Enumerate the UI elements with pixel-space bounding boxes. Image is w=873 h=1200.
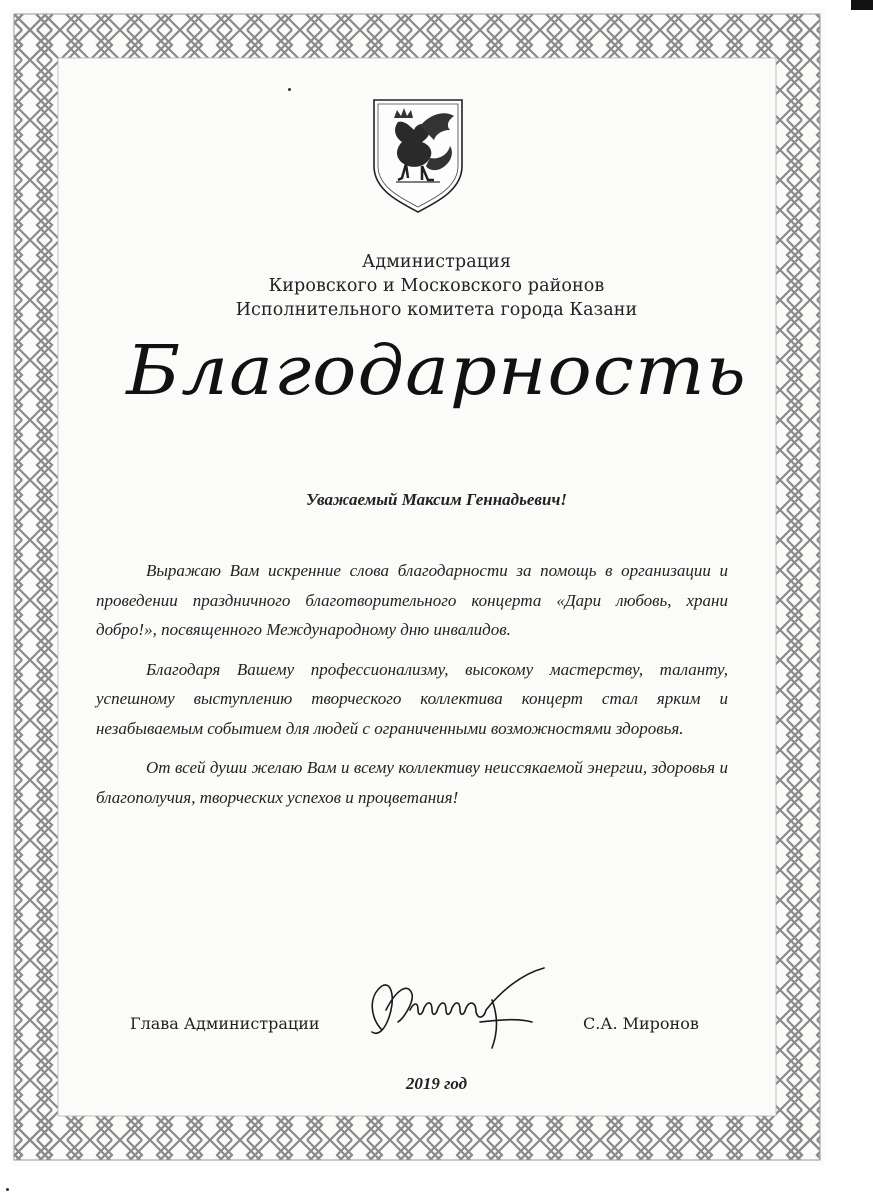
speck [288, 88, 291, 91]
letter-body [96, 556, 728, 822]
year: 2019 год [405, 1074, 468, 1093]
issuer-header [0, 250, 873, 322]
signer-name: С.А. Миронов [583, 1014, 699, 1033]
header-line-2: Кировского и Московского районов [268, 276, 605, 296]
paragraph-2: Благодаря Вашему профессионализму, высокому мастерству, таланту, успешному выступлению творческого коллектива концерт стал ярким и незабываемым событием для людей с ограниченными возможностями здоровья. [96, 659, 728, 738]
paragraph-1: Выражаю Вам искренние слова благодарности за помощь в организации и проведении праздничного благотворительного концерта «Дари любовь, храни добро!», посвященного Международному дню инвалидов. [96, 561, 728, 639]
certificate-title: Благодарность [126, 332, 747, 411]
greeting: Уважаемый Максим Геннадьевич! [305, 490, 567, 509]
paragraph-3: От всей души желаю Вам и всему коллективу неиссякаемой энергии, здоровья и благополучия, творческих успехов и процветания! [96, 758, 728, 807]
handwritten-signature [352, 960, 552, 1052]
signer-position: Глава Администрации [130, 1014, 320, 1033]
header-line-3: Исполнительного комитета города Казани [235, 300, 638, 320]
coat-of-arms-emblem [370, 96, 466, 214]
scan-corner-mark [851, 0, 873, 10]
speck [6, 1188, 9, 1191]
header-line-1: Администрация [361, 252, 511, 272]
